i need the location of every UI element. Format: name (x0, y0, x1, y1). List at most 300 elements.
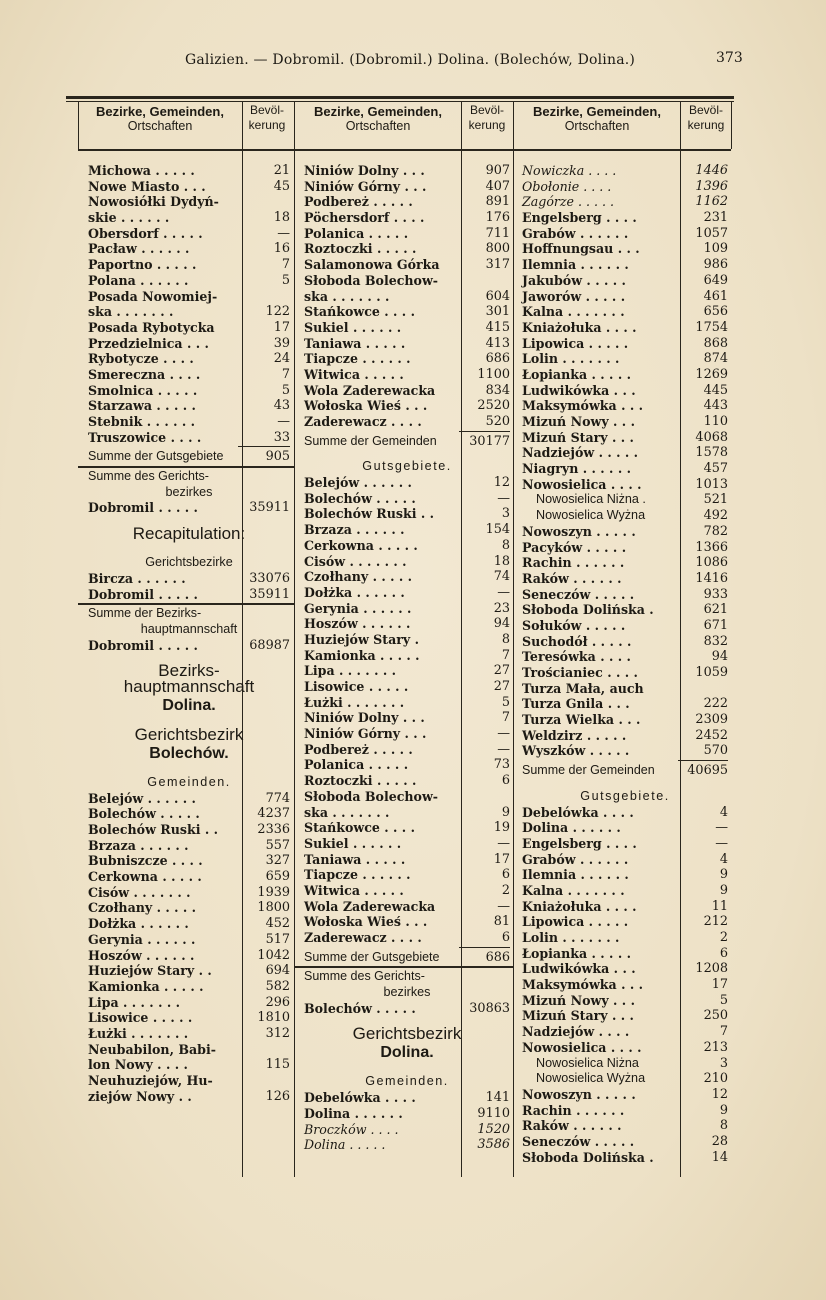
population-value: 686 (485, 949, 510, 965)
table-row (304, 648, 510, 664)
table-row (88, 622, 290, 638)
place-name: Maksymówka . . . (522, 977, 643, 993)
population-value: 1446 (695, 163, 728, 178)
population-value: 1269 (695, 366, 728, 382)
place-name: Neuhuziejów, Hu- (88, 1073, 213, 1088)
population-value: 461 (703, 288, 728, 304)
table-row (88, 555, 290, 571)
place-name: Cisów . . . . . . . (88, 884, 191, 900)
place-name: Pacyków . . . . . (522, 539, 627, 555)
table-row (304, 950, 510, 966)
population-value: 905 (265, 449, 290, 465)
table-row (304, 867, 510, 883)
place-name: Mizuń Nowy . . . (522, 992, 635, 1008)
table-row (304, 1090, 510, 1106)
population-value: 656 (703, 304, 728, 320)
place-name: Dolina . . . . . . (304, 1105, 403, 1121)
population-value: 122 (265, 304, 290, 320)
table-row (304, 522, 510, 538)
table-row (522, 540, 728, 556)
table-row (88, 179, 290, 195)
place-name: Gerichtsbezirk (134, 724, 244, 744)
population-value: 17 (493, 851, 510, 867)
population-value: 28 (711, 1133, 728, 1149)
population-value: — (497, 898, 510, 914)
table-row (522, 899, 728, 915)
col3-pop-header-line2: kerung (687, 118, 725, 132)
table-row (522, 492, 728, 508)
place-name: Smereczna . . . . (88, 366, 201, 382)
table-row (522, 914, 728, 930)
population-value: 1208 (695, 961, 728, 977)
place-name: Słoboda Dolińska . (522, 602, 654, 618)
place-name: Nowosielica . . . . (522, 476, 642, 492)
table-row (522, 836, 728, 852)
population-value: 933 (703, 586, 728, 602)
table-row (304, 226, 510, 242)
place-name: Summe des Gerichts- (304, 969, 425, 984)
place-name: Gutsgebiete. (580, 788, 670, 803)
table-row (522, 867, 728, 883)
table-row (88, 822, 290, 838)
place-name: ziejów Nowy . . (88, 1088, 192, 1104)
table-row (88, 469, 290, 485)
place-name: Bezirks- (158, 661, 220, 681)
population-value: 1754 (695, 319, 728, 335)
population-value: 413 (485, 335, 510, 351)
population-value: 868 (703, 335, 728, 351)
population-value: 250 (703, 1008, 728, 1024)
table-row (304, 757, 510, 773)
table-right-border (731, 101, 732, 149)
place-name: Sukiel . . . . . . (304, 319, 402, 335)
place-name: Maksymówka . . . (522, 398, 643, 414)
place-name: Summe der Bezirks- (88, 606, 202, 621)
population-value: 17 (273, 319, 290, 335)
place-name: Gerichtsbezirk (352, 1024, 462, 1044)
population-value: 12 (711, 1086, 728, 1102)
table-row (522, 930, 728, 946)
table-row (88, 838, 290, 854)
table-row (88, 979, 290, 995)
separator-rule (678, 760, 728, 761)
table-row (522, 210, 728, 226)
place-name: Wola Zaderewacka (304, 382, 436, 398)
place-name: Hoszów . . . . . . (304, 616, 411, 632)
table-row (522, 461, 728, 477)
top-rule (66, 96, 734, 99)
table-row (522, 681, 728, 697)
place-name: Nowosiółki Dydyń- (88, 194, 219, 210)
place-name: Zagórze . . . . . (522, 194, 615, 210)
table-row (88, 367, 290, 383)
population-value: — (497, 584, 510, 600)
population-value: 7 (281, 257, 290, 273)
population-value: 1086 (695, 555, 728, 571)
table-row (522, 336, 728, 352)
population-value: 521 (703, 492, 728, 508)
place-name: Paportno . . . . . (88, 257, 197, 273)
table-row (522, 649, 728, 665)
table-row (522, 665, 728, 681)
place-name: Mizuń Stary . . . (522, 1008, 634, 1024)
place-name: Huziejów Stary . . (88, 963, 212, 979)
place-name: Bolechów. (149, 744, 229, 762)
table-row (88, 398, 290, 414)
table-row (88, 226, 290, 242)
table-row (522, 257, 728, 273)
place-name: Summe der Gutsgebiete (304, 949, 440, 964)
place-name: Kniażołuka . . . . (522, 319, 637, 335)
table-row (304, 273, 510, 289)
population-value: 30863 (469, 1000, 510, 1016)
place-name: Engelsberg . . . . (522, 210, 637, 226)
table-row (88, 163, 290, 179)
column-1 (88, 163, 290, 1104)
population-value: 517 (265, 931, 290, 947)
place-name: Posada Nowomiej- (88, 288, 218, 304)
place-name: Podbereż . . . . . (304, 194, 413, 210)
place-name: Salamonowa Górka (304, 257, 440, 273)
table-row (522, 398, 728, 414)
table-row (304, 179, 510, 195)
place-name: Polana . . . . . . (88, 272, 189, 288)
table-row (304, 1122, 510, 1138)
place-name: Kniażołuka . . . . (522, 898, 637, 914)
population-value: 1939 (257, 884, 290, 900)
population-value: 4068 (695, 429, 728, 445)
table-row (522, 763, 728, 779)
place-name: Zaderewacz . . . . (304, 414, 422, 429)
table-row (522, 696, 728, 712)
table-row (304, 538, 510, 554)
table-row (522, 743, 728, 759)
place-name: Jakubów . . . . . (522, 272, 626, 288)
table-row (304, 930, 510, 946)
table-row (304, 320, 510, 336)
table-row (522, 445, 728, 461)
population-value: — (497, 741, 510, 757)
population-value: — (497, 726, 510, 742)
place-name: Posada Rybotycka (88, 319, 215, 335)
table-row (88, 606, 290, 622)
place-name: Dobromil . . . . . (88, 637, 198, 653)
population-value: 5 (281, 382, 290, 398)
population-value: 2520 (477, 398, 510, 414)
table-row (88, 320, 290, 336)
population-value: 1520 (477, 1121, 510, 1137)
place-name: Nowosielica . . . . (522, 1039, 642, 1055)
place-name: Podbereż . . . . . (304, 741, 413, 757)
table-row (88, 273, 290, 289)
place-name: Lipa . . . . . . . (88, 994, 180, 1010)
place-name: Stebnik . . . . . . (88, 414, 196, 429)
table-row (304, 554, 510, 570)
table-row (88, 853, 290, 869)
table-row (522, 883, 728, 899)
population-value: 4 (719, 851, 728, 867)
place-name: Ilemnia . . . . . . (522, 867, 629, 883)
place-name: Obołonie . . . . (522, 178, 612, 194)
population-value: 557 (265, 837, 290, 853)
place-name: Witwica . . . . . (304, 882, 404, 898)
table-row (304, 789, 510, 805)
place-name: Niniów Górny . . . (304, 726, 427, 742)
population-value: 800 (485, 241, 510, 257)
place-name: Słoboda Bolechow- (304, 272, 439, 288)
population-value: 3 (501, 506, 510, 522)
place-name: Turza Wielka . . . (522, 712, 641, 728)
population-value: 18 (493, 553, 510, 569)
place-name: lon Nowy . . . . (88, 1057, 188, 1073)
population-value: 5 (281, 272, 290, 288)
population-value: 115 (265, 1057, 290, 1073)
table-row (522, 1040, 728, 1056)
population-value: 1100 (477, 366, 510, 382)
place-name: Nowoszyn . . . . . (522, 523, 636, 539)
page-title: Galizien. — Dobromil. (Dobromil.) Dolina. (Bolechów, Dolina.) (185, 52, 636, 68)
table-row (522, 1071, 728, 1087)
table-row (304, 616, 510, 632)
population-value: 16 (273, 241, 290, 257)
place-name: Niniów Dolny . . . (304, 163, 425, 178)
population-value: 19 (493, 820, 510, 836)
table-row (304, 710, 510, 726)
place-name: Bolechów . . . . . (304, 1000, 416, 1016)
place-name: Debelówka . . . . (304, 1090, 416, 1106)
population-value: 2336 (257, 822, 290, 837)
population-value: 210 (703, 1071, 728, 1087)
population-value: 1366 (695, 539, 728, 555)
table-row (522, 618, 728, 634)
population-value: 1057 (695, 225, 728, 241)
place-name: Recapitulation: (132, 524, 246, 544)
table-row (304, 398, 510, 414)
population-value: 443 (703, 398, 728, 414)
population-value: — (277, 225, 290, 241)
place-name: Teresówka . . . . (522, 649, 631, 665)
place-name: Dolina. (380, 1044, 434, 1062)
place-name: Roztoczki . . . . . (304, 241, 417, 257)
population-value: 68987 (249, 637, 290, 653)
population-value: 317 (485, 257, 510, 273)
place-name: bezirkes (165, 484, 213, 499)
place-name: Taniawa . . . . . (304, 851, 406, 867)
table-row (304, 336, 510, 352)
table-row (88, 414, 290, 430)
table-row (304, 506, 510, 522)
place-name: Belejów . . . . . . (304, 475, 412, 491)
place-name: Starzawa . . . . . (88, 398, 196, 414)
population-value: 35911 (249, 500, 290, 516)
table-row (304, 663, 510, 679)
table-row (88, 1010, 290, 1026)
place-name: Dolina . . . . . . (522, 820, 621, 836)
population-value: 6 (501, 867, 510, 883)
table-row (304, 289, 510, 305)
col2-name-header (296, 101, 460, 145)
place-name: Bolechów Ruski . . (88, 822, 219, 837)
table-row (522, 1008, 728, 1024)
table-row (88, 806, 290, 822)
place-name: Neubabilon, Babi- (88, 1041, 216, 1057)
place-name: Ludwikówka . . . (522, 382, 636, 398)
population-value: 4237 (257, 806, 290, 822)
table-row (304, 852, 510, 868)
table-row (88, 775, 290, 791)
population-value: 11 (711, 898, 728, 914)
population-value: 4 (719, 804, 728, 820)
table-row (304, 569, 510, 585)
spacer (88, 545, 290, 555)
place-name: Kalna . . . . . . . (522, 304, 625, 320)
separator-rule (78, 466, 294, 468)
place-name: Suchodół . . . . . (522, 633, 632, 649)
spacer (304, 1064, 510, 1074)
population-value: — (715, 835, 728, 851)
header-rule (78, 149, 731, 151)
population-value: 5 (501, 694, 510, 710)
col1-name-header-line1: Bezirke, Gemeinden, (96, 104, 224, 119)
population-value: 7 (281, 366, 290, 382)
table-row (88, 1026, 290, 1042)
table-row (88, 724, 290, 746)
population-value: 24 (273, 351, 290, 367)
table-row (88, 194, 290, 210)
place-name: Nowosielica Wyżna (536, 1071, 646, 1086)
table-row (88, 698, 290, 717)
population-value: 2452 (695, 727, 728, 743)
population-value: 212 (703, 914, 728, 930)
place-name: Tiapcze . . . . . . (304, 867, 411, 883)
place-name: Jaworów . . . . . (522, 288, 626, 304)
population-value: 582 (265, 978, 290, 994)
place-name: ska . . . . . . . (88, 304, 174, 320)
place-name: Raków . . . . . . (522, 1118, 622, 1134)
place-name: Polanica . . . . . (304, 757, 409, 773)
population-value: 45 (273, 178, 290, 194)
table-row (522, 430, 728, 446)
col2-pop-header-line1: Bevöl- (469, 103, 504, 117)
place-name: Hoszów . . . . . . (88, 947, 195, 963)
place-name: Dolina. (162, 696, 216, 714)
population-value: 30177 (469, 433, 510, 449)
table-row (304, 194, 510, 210)
table-row (304, 459, 510, 475)
table-row (522, 241, 728, 257)
place-name: Turza Gnila . . . (522, 696, 630, 712)
table-row (88, 449, 290, 465)
spacer (522, 779, 728, 789)
place-name: Cisów . . . . . . . (304, 553, 407, 569)
place-name: Nowosielica Niżna (536, 1055, 639, 1070)
table-row (88, 638, 290, 654)
population-value: 7 (501, 647, 510, 663)
population-value: 17 (711, 977, 728, 993)
table-row (88, 210, 290, 226)
table-row (522, 728, 728, 744)
place-name: Przedzielnica . . . (88, 335, 209, 351)
population-value: 231 (703, 210, 728, 226)
population-value: 222 (703, 696, 728, 712)
place-name: Roztoczki . . . . . (304, 773, 417, 789)
table-row (88, 304, 290, 320)
table-row (522, 1087, 728, 1103)
population-value: 301 (485, 304, 510, 320)
population-value: 834 (485, 382, 510, 398)
spacer (88, 765, 290, 775)
table-row (304, 632, 510, 648)
population-value: 5 (719, 992, 728, 1008)
place-name: Sołuków . . . . . (522, 617, 626, 633)
population-value: 39 (273, 335, 290, 351)
place-name: Weldzirz . . . . . (522, 727, 627, 743)
place-name: Tiapcze . . . . . . (304, 351, 411, 367)
table-row (88, 241, 290, 257)
table-row (88, 1073, 290, 1089)
table-row (88, 676, 290, 698)
population-value: 9 (719, 882, 728, 898)
population-value: 694 (265, 963, 290, 979)
place-name: hauptmannschaft (140, 621, 238, 636)
table-row (304, 969, 510, 985)
place-name: Huziejów Stary . (304, 631, 419, 647)
place-name: Łopianka . . . . . (522, 366, 631, 382)
separator-rule (238, 446, 290, 447)
table-row (304, 914, 510, 930)
col1-pop-header (242, 101, 292, 145)
table-row (522, 414, 728, 430)
place-name: Trościaniec . . . . (522, 665, 638, 680)
table-row (522, 367, 728, 383)
place-name: Grabów . . . . . . (522, 851, 629, 867)
population-value: 1396 (695, 178, 728, 194)
table-row (88, 948, 290, 964)
table-row (522, 179, 728, 195)
table-row (522, 477, 728, 493)
table-row (304, 820, 510, 836)
table-row (304, 304, 510, 320)
col2-name-header-line1: Bezirke, Gemeinden, (314, 104, 442, 119)
population-value: 1013 (695, 476, 728, 492)
population-value: 110 (703, 414, 728, 429)
col3-name-header-line2: Ortschaften (564, 119, 630, 133)
place-name: Gemeinden. (365, 1074, 449, 1089)
place-name: Rybotycze . . . . (88, 351, 194, 367)
place-name: Lipa . . . . . . . (304, 663, 396, 679)
table-row (304, 1137, 510, 1153)
table-row (522, 820, 728, 836)
population-value: 109 (703, 241, 728, 257)
table-row (522, 524, 728, 540)
table-row (88, 485, 290, 501)
population-value: 21 (273, 163, 290, 178)
place-name: Bircza . . . . . . (88, 570, 186, 586)
population-value: 520 (485, 414, 510, 429)
table-row (304, 773, 510, 789)
table-row (304, 742, 510, 758)
place-name: Nowosielica Wyżna (536, 508, 646, 523)
population-value: 457 (703, 461, 728, 477)
col1-pop-header-line2: kerung (248, 118, 286, 132)
place-name: Niniów Górny . . . (304, 178, 427, 194)
table-row (88, 289, 290, 305)
place-name: Gerynia . . . . . . (304, 600, 412, 616)
table-row (522, 289, 728, 305)
table-row (304, 383, 510, 399)
population-value: 407 (485, 178, 510, 194)
population-value: 492 (703, 508, 728, 524)
